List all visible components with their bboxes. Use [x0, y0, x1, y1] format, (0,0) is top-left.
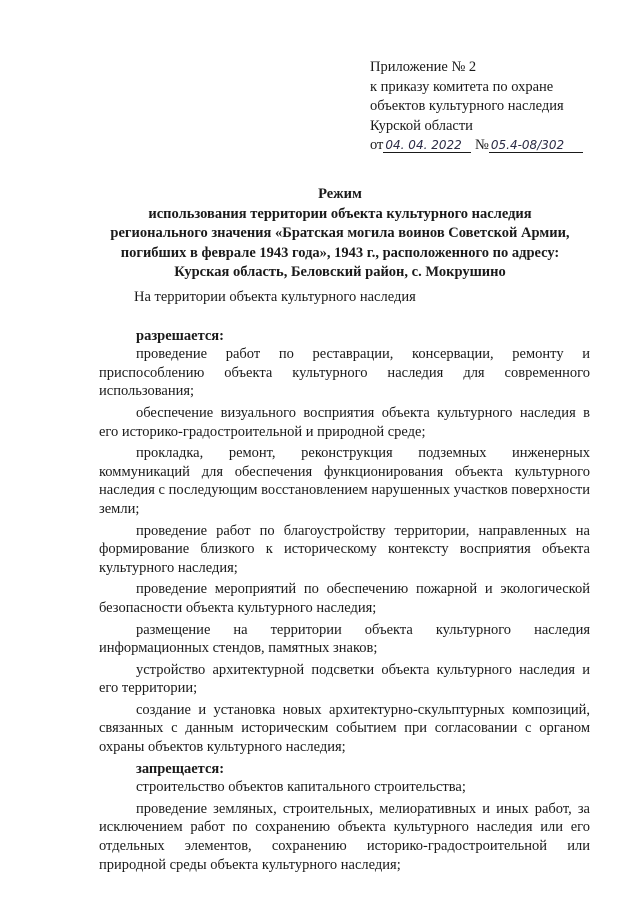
appendix-region: Курской области	[370, 117, 473, 134]
allowed-item: проведение работ по благоустройству территории, направленных на формирование близкого к историческому контексту восприятия объекта культурного наследия;	[99, 522, 590, 576]
forbidden-heading: запрещается:	[136, 760, 225, 777]
title-line-2: использования территории объекта культурного наследия	[148, 205, 532, 222]
forbidden-item: проведение земляных, строительных, мелиоративных и иных работ, за исключением работ по сохранению объекта культурного наследия или его отдельных элементов, сохранению историко-градостроительной или природной среды объекта культурного наследия;	[99, 800, 590, 873]
title-line-3: регионального значения «Братская могила воинов Советской Армии,	[110, 225, 570, 241]
appendix-committee: объектов культурного наследия	[370, 98, 564, 114]
allowed-item: обеспечение визуального восприятия объекта культурного наследия в его историко-градостроительной и природной среде;	[99, 404, 590, 440]
title-line-4: погибших в феврале 1943 года», 1943 г., расположенного по адресу:	[120, 244, 560, 261]
number-prefix: №	[475, 137, 489, 153]
title-line-1: Режим	[318, 186, 362, 202]
allowed-item: размещение на территории объекта культурного наследия информационных стендов, памятных знаков;	[99, 621, 590, 657]
allowed-item: прокладка, ремонт, реконструкция подземных инженерных коммуникаций для обеспечения функционирования объекта культурного наследия с последующим восстановлением нарушенных участков поверхности земли;	[99, 445, 590, 517]
appendix-order-ref: к приказу комитета по охране	[370, 78, 554, 95]
handwritten-number: 05.4-08/302	[489, 138, 583, 153]
from-prefix: от	[370, 137, 384, 153]
handwritten-date: 04. 04. 2022	[383, 138, 471, 153]
allowed-heading: разрешается:	[136, 327, 224, 344]
document-title	[86, 185, 594, 283]
forbidden-item: строительство объектов капитального строительства;	[136, 779, 466, 796]
allowed-item: создание и установка новых архитектурно-скульптурных композиций, связанных с данным историческим событием при согласовании с органом охраны объектов культурного наследия;	[99, 701, 590, 756]
document-body	[99, 288, 590, 877]
allowed-item: проведение работ по реставрации, консервации, ремонту и приспособлению объекта культурного наследия для современного использования;	[99, 346, 590, 400]
appendix-header	[370, 58, 620, 156]
title-line-5: Курская область, Беловский район, с. Мокрушино	[174, 264, 506, 280]
appendix-number: Приложение № 2	[370, 59, 477, 75]
appendix-date-number-line	[370, 136, 620, 156]
allowed-item: проведение мероприятий по обеспечению пожарной и экологической безопасности объекта культурного наследия;	[99, 581, 590, 616]
intro-paragraph: На территории объекта культурного наследия	[134, 289, 416, 305]
allowed-item: устройство архитектурной подсветки объекта культурного наследия и его территории;	[99, 661, 590, 697]
